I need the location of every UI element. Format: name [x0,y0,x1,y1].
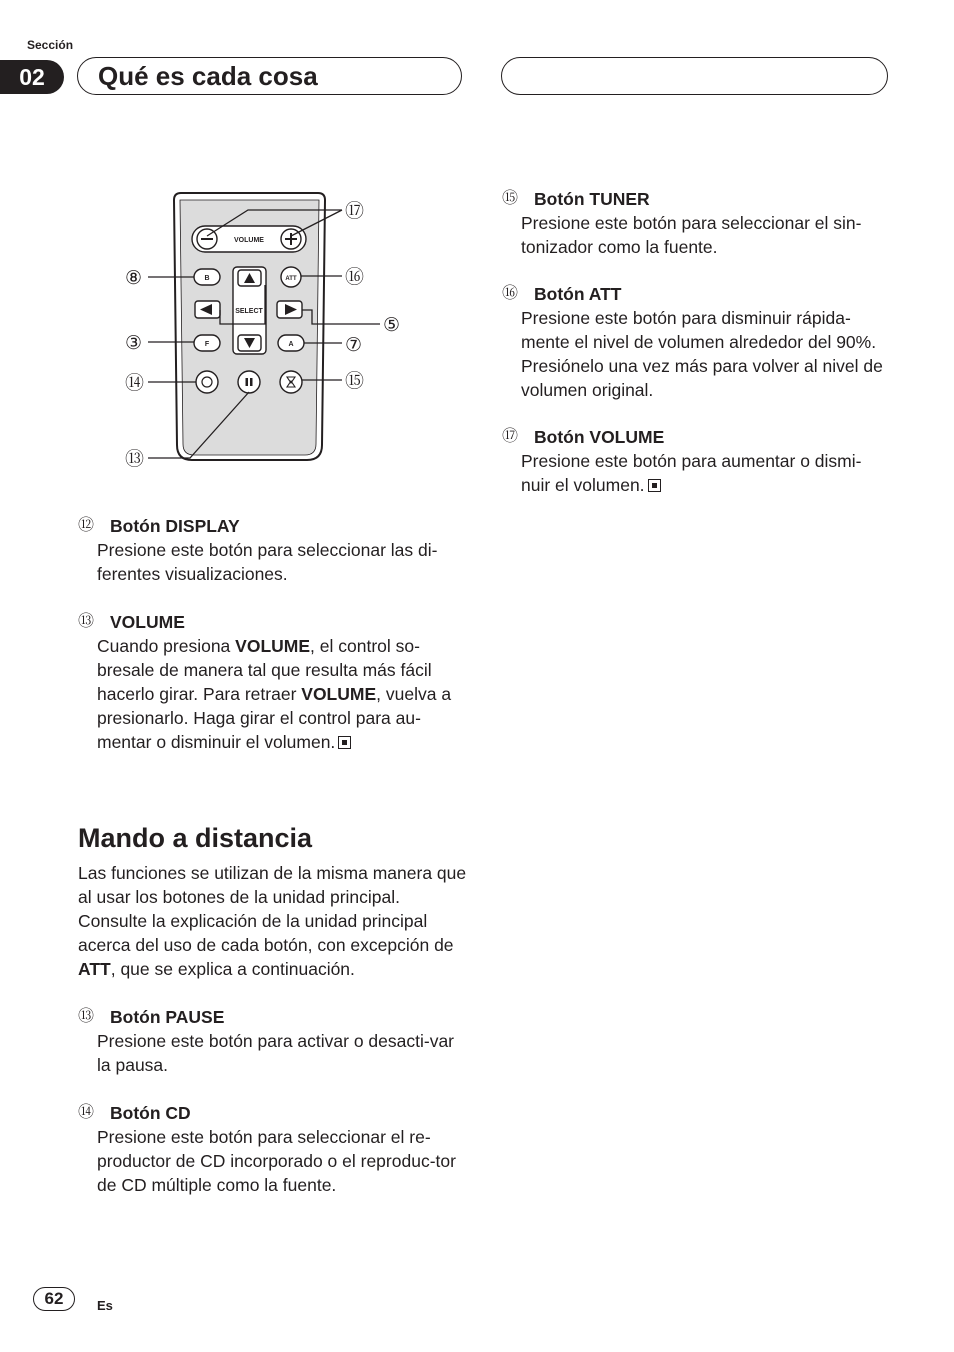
item-description: Presione este botón para aumentar o dismi-nuir el volumen. [521,451,862,495]
item-description: Presione este botón para seleccionar las di-ferentes visualizaciones. [97,540,438,584]
item-title: Botón TUNER [534,189,650,209]
page-number: 62 [33,1287,75,1311]
svg-text:ATT: ATT [285,276,297,282]
item-title: Botón ATT [534,284,622,304]
item-number: ⑯ [502,285,519,302]
item-description: Presione este botón para seleccionar el re-productor de CD incorporado o el reproduc-tor de CD múltiple como la fuente. [97,1127,456,1195]
remote-section [78,821,468,1197]
page-title: Qué es cada cosa [98,61,318,91]
callout-5: ⑤ [383,315,401,336]
item-description: Cuando presiona VOLUME, el control so-bresale de manera tal que resulta más fácil hacerlo girar. Para retraer VOLUME, vuelva a presionarlo. Haga girar el control para au-mentar o disminuir el volumen. [97,636,452,752]
callout-17: ⑰ [345,201,365,222]
language-code: Es [97,1298,113,1313]
callout-8: ⑧ [125,268,143,289]
item-number: ⑰ [502,428,519,445]
end-mark-icon [338,736,351,749]
item-title: Botón PAUSE [110,1007,225,1027]
item-number: ⑮ [502,190,519,207]
item-volume-button [502,425,887,497]
cd-button [196,371,218,393]
item-number: ⑫ [78,517,95,534]
callout-7: ⑦ [345,335,363,356]
select-label: SELECT [235,308,263,315]
item-title: Botón DISPLAY [110,516,240,536]
item-number: ⑬ [78,1008,95,1025]
item-pause [78,1005,468,1077]
item-description: Presione este botón para disminuir rápida-mente el nivel de volumen alrededor del 90%. Presiónelo una vez más para volver al nivel de volumen original. [521,308,883,400]
callout-13: ⑬ [125,449,145,470]
item-att [502,282,887,402]
item-title: Botón CD [110,1103,191,1123]
callout-16: ⑯ [345,267,365,288]
section-label: Sección [27,38,74,52]
item-number: ⑭ [78,1104,95,1121]
item-description: Presione este botón para activar o desacti-var la pausa. [97,1031,454,1075]
empty-title-frame [501,57,888,95]
volume-label: VOLUME [234,237,264,244]
item-cd [78,1101,468,1197]
section-heading: Mando a distancia [78,823,313,853]
svg-text:F: F [204,341,210,348]
svg-text:A: A [288,341,294,348]
item-title: Botón VOLUME [534,427,665,447]
tuner-button [280,371,302,393]
section-number-badge: 02 [0,60,64,94]
pause-button [238,371,260,393]
item-volume [78,610,468,754]
item-title: VOLUME [110,612,185,632]
callout-14: ⑭ [125,373,145,394]
remote-control-illustration [110,185,401,470]
item-tuner [502,187,887,259]
callout-3: ③ [125,333,143,354]
end-mark-icon [648,479,661,492]
section-intro: Las funciones se utilizan de la misma manera que al usar los botones de la unidad principal. Consulte la explicación de la unidad principal acerca del uso de cada botón, con excepción de ATT, que se explica a continuación. [78,863,467,979]
right-column [502,187,887,497]
left-column [78,514,468,754]
item-description: Presione este botón para seleccionar el sin-tonizador como la fuente. [521,213,862,257]
callout-15: ⑮ [345,371,365,392]
svg-text:B: B [204,275,210,282]
item-display [78,514,468,586]
item-number: ⑬ [78,613,95,630]
